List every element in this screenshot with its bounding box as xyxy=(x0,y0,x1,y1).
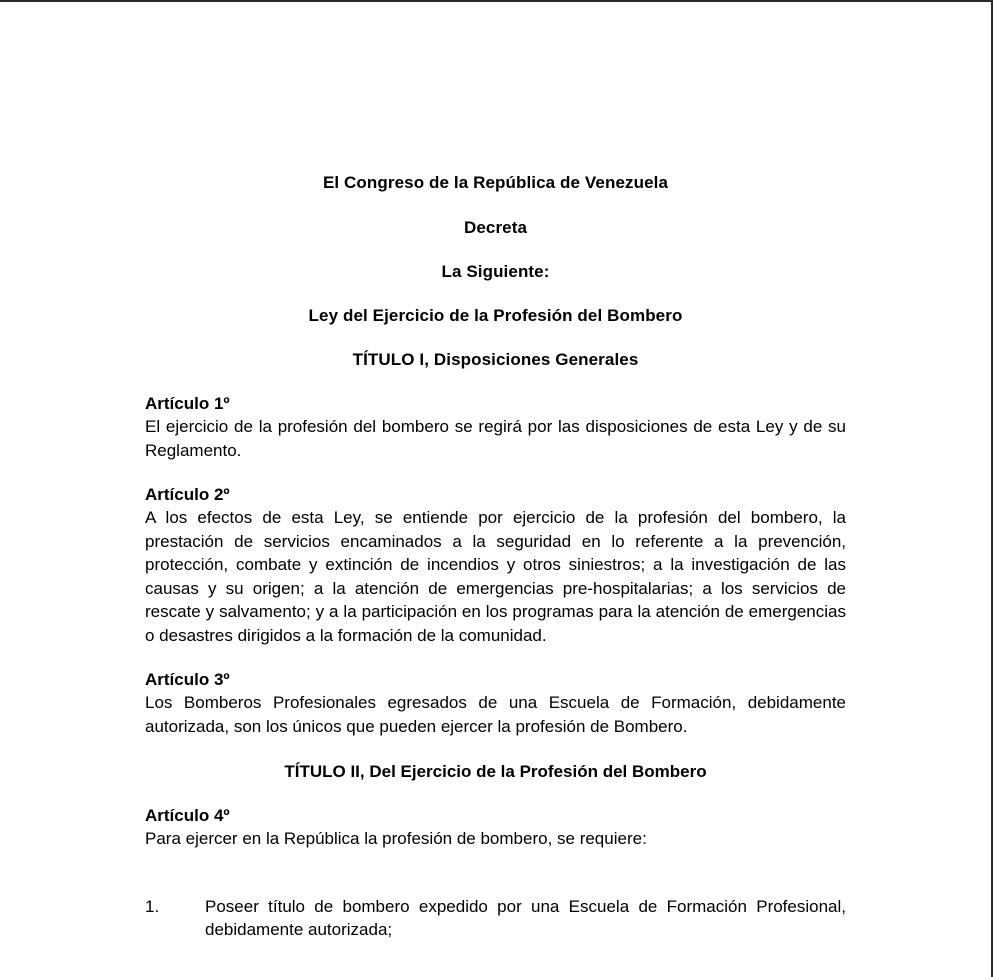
article-2 xyxy=(145,484,846,647)
heading-law-title: Ley del Ejercicio de la Profesión del Bombero xyxy=(308,306,683,325)
article-1 xyxy=(145,393,846,462)
heading-la-siguiente: La Siguiente: xyxy=(441,262,550,281)
heading-decreta: Decreta xyxy=(463,218,528,237)
heading-titulo-ii: TÍTULO II, Del Ejercicio de la Profesión del Bombero xyxy=(284,762,707,781)
heading-titulo-i: TÍTULO I, Disposiciones Generales xyxy=(352,350,639,369)
article-1-label: Artículo 1º xyxy=(145,394,230,413)
list-item xyxy=(145,895,846,942)
document-content-column xyxy=(145,2,846,942)
article-1-body: El ejercicio de la profesión del bombero se regirá por las disposiciones de esta Ley y de su Reglamento. xyxy=(145,417,846,460)
heading-congress: El Congreso de la República de Venezuela xyxy=(322,173,669,192)
article-2-label: Artículo 2º xyxy=(145,485,230,504)
article-4-body: Para ejercer en la República la profesión de bombero, se requiere: xyxy=(145,829,647,848)
title-heading-block xyxy=(145,2,846,371)
article-4-label: Artículo 4º xyxy=(145,806,230,825)
article-4 xyxy=(145,805,846,851)
article-2-body: A los efectos de esta Ley, se entiende por ejercicio de la profesión del bombero, la prestación de servicios encaminados a la seguridad en lo referente a la prevención, protección, combate y extinción de incendios y otros siniestros; a la investigación de las causas y su origen; a la atención de emergencias pre-hospitalarias; a los servicios de rescate y salvamento; y a la participación en los programas para la atención de emergencias o desastres dirigidos a la formación de la comunidad. xyxy=(145,508,846,645)
article-3-body: Los Bomberos Profesionales egresados de una Escuela de Formación, debidamente autorizada, son los únicos que pueden ejercer la profesión de Bombero. xyxy=(145,693,846,736)
article-3 xyxy=(145,669,846,738)
article-3-label: Artículo 3º xyxy=(145,670,230,689)
requirements-list xyxy=(145,851,846,942)
list-item-number: 1. xyxy=(145,896,160,916)
list-item-text: Poseer título de bombero expedido por una Escuela de Formación Profesional, debidamente autorizada; xyxy=(205,896,846,939)
